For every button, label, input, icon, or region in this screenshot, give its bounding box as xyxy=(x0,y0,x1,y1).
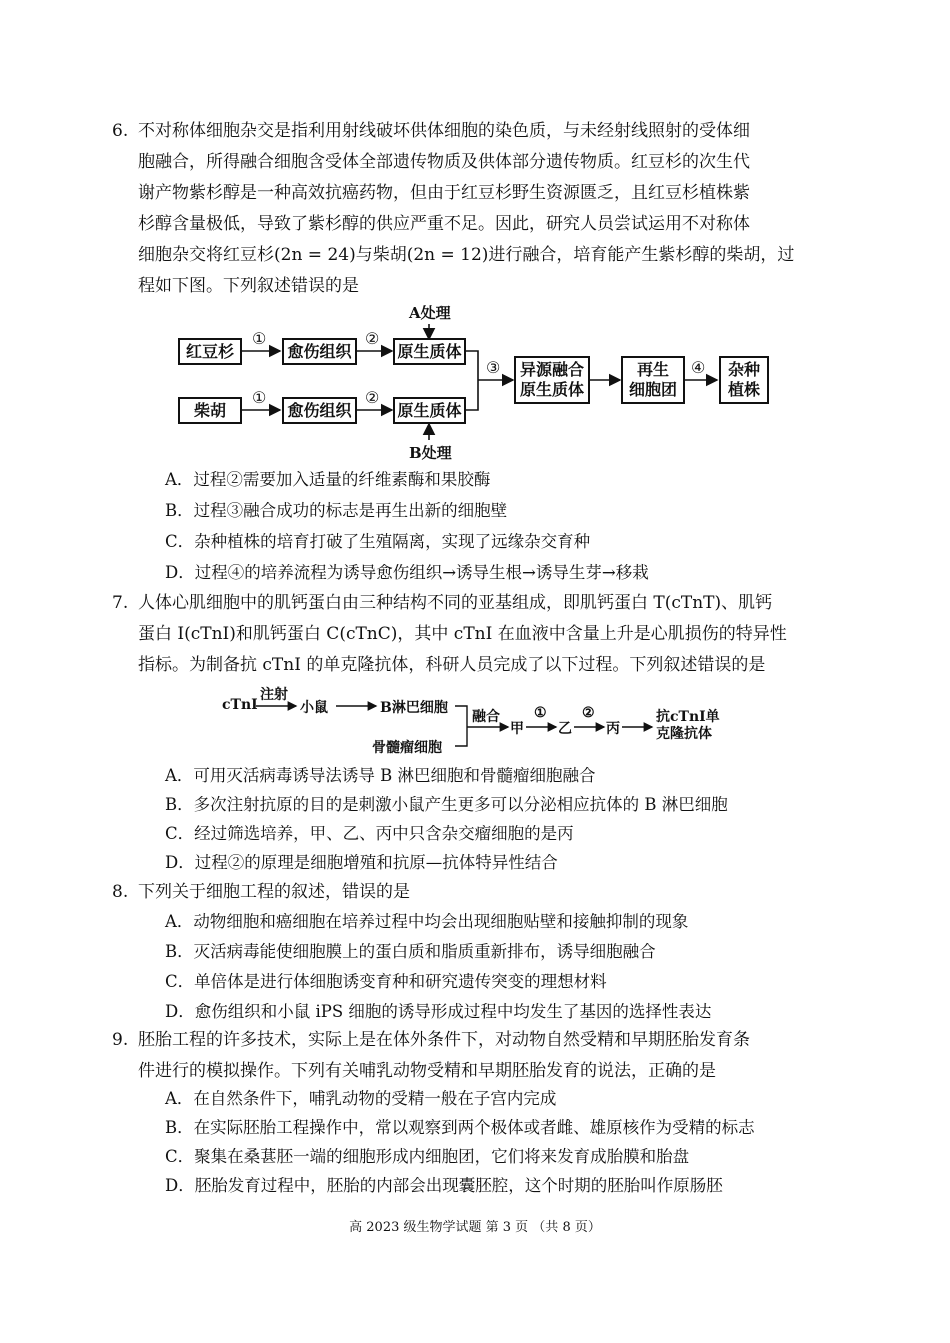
box-bupleurum: 柴胡 xyxy=(178,397,242,424)
yi-label: 乙 xyxy=(558,721,572,737)
step2-label: ② xyxy=(582,705,595,721)
question-line: 不对称体细胞杂交是指利用射线破坏供体细胞的染色质，与未经射线照射的受体细 xyxy=(138,121,750,141)
step-3-label: ③ xyxy=(486,358,501,377)
question-line: 胞融合，所得融合细胞含受体全部遗传物质及供体部分遗传物质。红豆杉的次生代 xyxy=(138,152,750,172)
fused-line-1: 异源融合 xyxy=(519,360,584,379)
product-line-2: 克隆抗体 xyxy=(656,726,712,742)
page-footer: 高 2023 级生物学试题 第 3 页 （共 8 页） xyxy=(349,1220,601,1235)
q7-option-c: C．经过筛选培养，甲、乙、丙中只含杂交瘤细胞的是丙 xyxy=(165,824,574,843)
fuse-bracket xyxy=(455,706,467,746)
question-line: 谢产物紫杉醇是一种高效抗癌药物，但由于红豆杉野生资源匮乏，且红豆杉植株紫 xyxy=(138,183,750,203)
question-number: 6. xyxy=(112,121,129,141)
q9-option-c: C．聚集在桑葚胚一端的细胞形成内细胞团，它们将来发育成胎膜和胎盘 xyxy=(165,1147,690,1166)
question-9 xyxy=(112,1025,828,1087)
q8-option-a: A．动物细胞和癌细胞在培养过程中均会出现细胞贴壁和接触抑制的现象 xyxy=(165,912,689,931)
q6-option-a: A．过程②需要加入适量的纤维素酶和果胶酶 xyxy=(165,470,491,489)
q7-option-a: A．可用灭活病毒诱导法诱导 B 淋巴细胞和骨髓瘤细胞融合 xyxy=(165,766,596,785)
box-protoplast-1: 原生质体 xyxy=(393,338,466,365)
q8-option-d: D．愈伤组织和小鼠 iPS 细胞的诱导形成过程中均发生了基因的选择性表达 xyxy=(165,1002,712,1021)
bcell-label: B淋巴细胞 xyxy=(380,700,448,716)
box-taxus: 红豆杉 xyxy=(178,338,242,365)
q6-option-c: C．杂种植株的培育打破了生殖隔离，实现了远缘杂交育种 xyxy=(165,532,591,551)
bing-label: 丙 xyxy=(606,721,620,737)
q8-option-c: C．单倍体是进行体细胞诱变育种和研究遗传突变的理想材料 xyxy=(165,972,607,991)
question-line: 程如下图。下列叙述错误的是 xyxy=(138,276,359,296)
box-protoplast-2: 原生质体 xyxy=(393,397,466,424)
fuse-label: 融合 xyxy=(472,709,500,725)
step-1-label-b: ① xyxy=(252,388,267,407)
inject-label: 注射 xyxy=(260,687,288,703)
mouse-label: 小鼠 xyxy=(300,700,328,716)
q9-option-a: A．在自然条件下，哺乳动物的受精一般在子宫内完成 xyxy=(165,1089,557,1108)
question-line: 细胞杂交将红豆杉(2n = 24)与柴胡(2n = 12)进行融合，培育能产生紫杉醇的柴胡，过 xyxy=(138,245,795,265)
b-process-label: B处理 xyxy=(409,444,452,462)
question-number: 7. xyxy=(112,593,129,613)
antigen-label: cTnI xyxy=(222,697,258,713)
q7-option-d: D．过程②的原理是细胞增殖和抗原—抗体特异性结合 xyxy=(165,853,558,872)
regen-line-2: 细胞团 xyxy=(628,380,677,399)
step1-label: ① xyxy=(534,705,547,721)
question-line: 指标。为制备抗 cTnI 的单克隆抗体，科研人员完成了以下过程。下列叙述错误的是 xyxy=(138,655,766,675)
question-8 xyxy=(112,877,828,908)
q6-option-d: D．过程④的培养流程为诱导愈伤组织→诱导生根→诱导生芽→移栽 xyxy=(165,563,649,582)
product-label xyxy=(656,709,720,743)
hybrid-line-1: 杂种 xyxy=(727,360,760,379)
jia-label: 甲 xyxy=(510,721,524,737)
hybrid-line-2: 植株 xyxy=(727,380,760,399)
q9-option-d: D．胚胎发育过程中，胚胎的内部会出现囊胚腔，这个时期的胚胎叫作原肠胚 xyxy=(165,1176,723,1195)
box-callus-1: 愈伤组织 xyxy=(282,338,357,365)
product-line-1: 抗cTnI单 xyxy=(656,709,720,725)
question-number: 8. xyxy=(112,882,129,902)
a-process-label: A处理 xyxy=(409,304,451,322)
step-1-label: ① xyxy=(252,329,267,348)
question-line: 下列关于细胞工程的叙述，错误的是 xyxy=(138,882,410,902)
myeloma-label: 骨髓瘤细胞 xyxy=(372,740,442,756)
question-line: 杉醇含量极低，导致了紫杉醇的供应严重不足。因此，研究人员尝试运用不对称体 xyxy=(138,214,750,234)
question-line: 人体心肌细胞中的肌钙蛋白由三种结构不同的亚基组成，即肌钙蛋白 T(cTnT)、肌钙 xyxy=(138,593,773,613)
regen-line-1: 再生 xyxy=(636,360,669,379)
question-line: 蛋白 I(cTnI)和肌钙蛋白 C(cTnC)，其中 cTnI 在血液中含量上升是心肌损伤的特异性 xyxy=(138,624,787,644)
step-2-label: ② xyxy=(365,329,380,348)
q9-option-b: B．在实际胚胎工程操作中，常以观察到两个极体或者雌、雄原核作为受精的标志 xyxy=(165,1118,755,1137)
q6-option-b: B．过程③融合成功的标志是再生出新的细胞壁 xyxy=(165,501,508,520)
step-2-label-b: ② xyxy=(365,388,380,407)
q7-option-b: B．多次注射抗原的目的是刺激小鼠产生更多可以分泌相应抗体的 B 淋巴细胞 xyxy=(165,795,728,814)
q8-option-b: B．灭活病毒能使细胞膜上的蛋白质和脂质重新排布，诱导细胞融合 xyxy=(165,942,656,961)
step-4-label: ④ xyxy=(691,358,706,377)
box-callus-2: 愈伤组织 xyxy=(282,397,357,424)
question-line: 胚胎工程的许多技术，实际上是在体外条件下，对动物自然受精和早期胚胎发育条 xyxy=(138,1030,750,1050)
fused-line-2: 原生质体 xyxy=(519,380,584,399)
question-number: 9. xyxy=(112,1030,129,1050)
question-line: 件进行的模拟操作。下列有关哺乳动物受精和早期胚胎发育的说法，正确的是 xyxy=(138,1061,716,1081)
